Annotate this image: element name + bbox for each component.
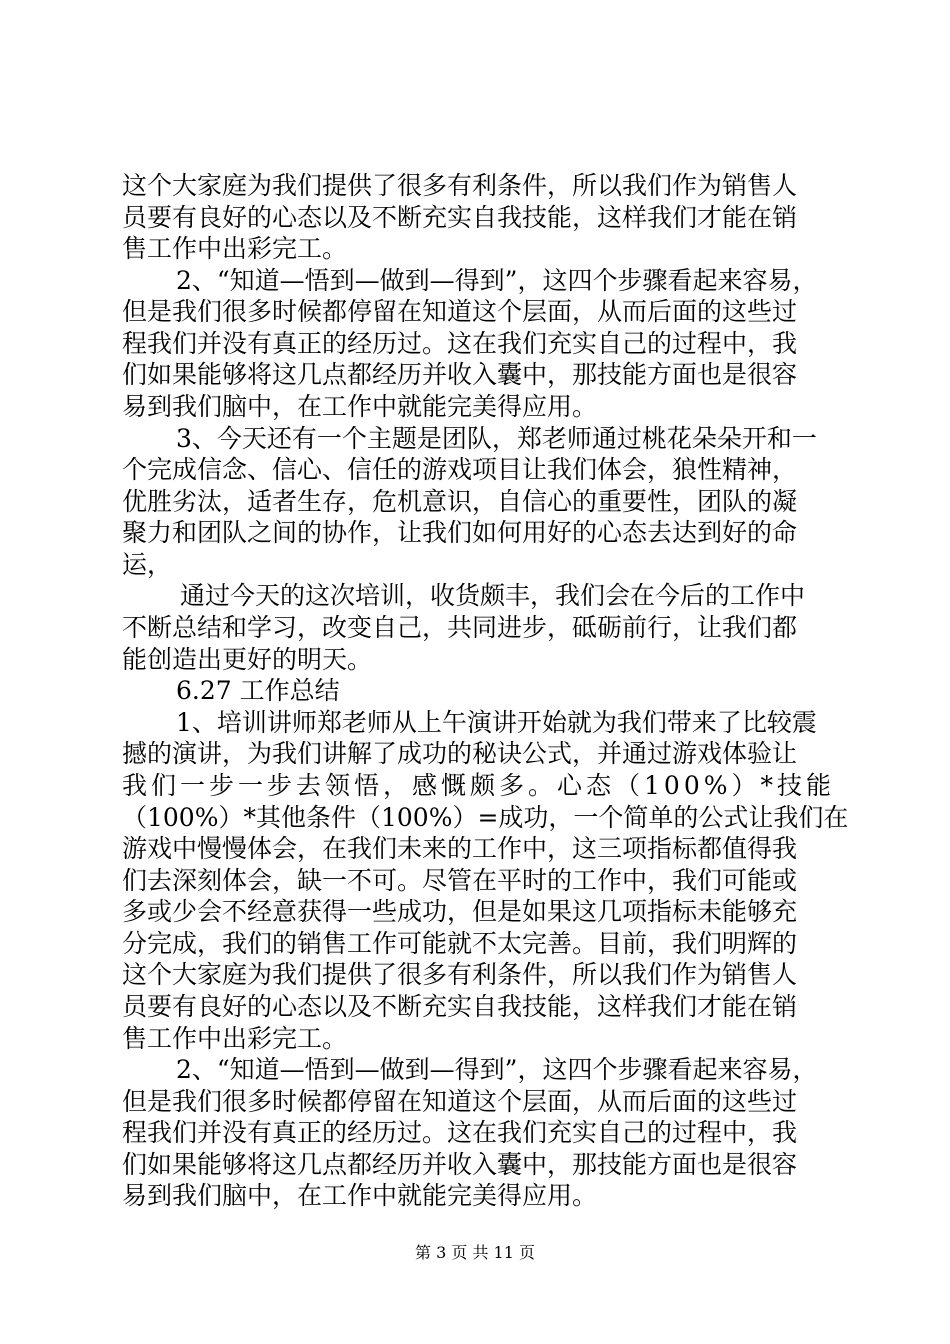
text-line: 易到我们脑中，在工作中就能完美得应用。 <box>122 392 598 421</box>
text-line: 优胜劣汰，适者生存，危机意识，自信心的重要性，团队的凝 <box>122 487 798 516</box>
text-line: 们去深刻体会，缺一不可。尽管在平时的工作中，我们可能或 <box>122 866 798 895</box>
text-line: 运， <box>122 550 173 579</box>
text-line: 能创造出更好的明天。 <box>122 645 373 674</box>
text-line: 3、今天还有一个主题是团队，郑老师通过桃花朵朵开和一 <box>176 424 817 453</box>
text-line: 分完成，我们的销售工作可能就不太完善。目前，我们明辉的 <box>122 929 798 958</box>
text-line: 聚力和团队之间的协作，让我们如何用好的心态去达到好的命 <box>122 518 798 547</box>
text-line: 但是我们很多时候都停留在知道这个层面，从而后面的这些过 <box>122 297 798 326</box>
text-line: 个完成信念、信心、信任的游戏项目让我们体会，狼性精神， <box>122 455 798 484</box>
text-line: 游戏中慢慢体会，在我们未来的工作中，这三项指标都值得我 <box>122 834 798 863</box>
text-line: 这个大家庭为我们提供了很多有利条件，所以我们作为销售人 <box>122 960 798 989</box>
text-line: 2、“知道—悟到—做到—得到”，这四个步骤看起来容易， <box>176 266 818 295</box>
text-line: 员要有良好的心态以及不断充实自我技能，这样我们才能在销 <box>122 203 798 232</box>
text-line: 我们一步一步去领悟，感慨颇多。心态（100%）*技能 <box>122 771 835 800</box>
text-line: 售工作中出彩完工。 <box>122 234 348 263</box>
text-line: 不断总结和学习，改变自己，共同进步，砥砺前行，让我们都 <box>122 613 798 642</box>
text-line: 1、培训讲师郑老师从上午演讲开始就为我们带来了比较震 <box>176 708 817 737</box>
text-line: 但是我们很多时候都停留在知道这个层面，从而后面的这些过 <box>122 1087 798 1116</box>
text-line: 员要有良好的心态以及不断充实自我技能，这样我们才能在销 <box>122 992 798 1021</box>
text-line: 通过今天的这次培训，收货颇丰，我们会在今后的工作中 <box>180 581 806 610</box>
page-number-footer: 第 3 页 共 11 页 <box>415 1243 535 1262</box>
text-line: 们如果能够将这几点都经历并收入囊中，那技能方面也是很容 <box>122 360 798 389</box>
section-heading: 6.27 工作总结 <box>176 676 340 705</box>
text-line: 这个大家庭为我们提供了很多有利条件，所以我们作为销售人 <box>122 171 798 200</box>
text-line: 撼的演讲，为我们讲解了成功的秘诀公式，并通过游戏体验让 <box>122 739 798 768</box>
text-line: 程我们并没有真正的经历过。这在我们充实自己的过程中，我 <box>122 1118 798 1147</box>
text-line: 们如果能够将这几点都经历并收入囊中，那技能方面也是很容 <box>122 1150 798 1179</box>
text-line: （100%）*其他条件（100%）=成功，一个简单的公式让我们在 <box>122 803 849 832</box>
text-line: 2、“知道—悟到—做到—得到”，这四个步骤看起来容易， <box>176 1055 818 1084</box>
text-line: 易到我们脑中，在工作中就能完美得应用。 <box>122 1181 598 1210</box>
text-line: 多或少会不经意获得一些成功，但是如果这几项指标未能够充 <box>122 897 798 926</box>
text-line: 程我们并没有真正的经历过。这在我们充实自己的过程中，我 <box>122 329 798 358</box>
text-line: 售工作中出彩完工。 <box>122 1024 348 1053</box>
